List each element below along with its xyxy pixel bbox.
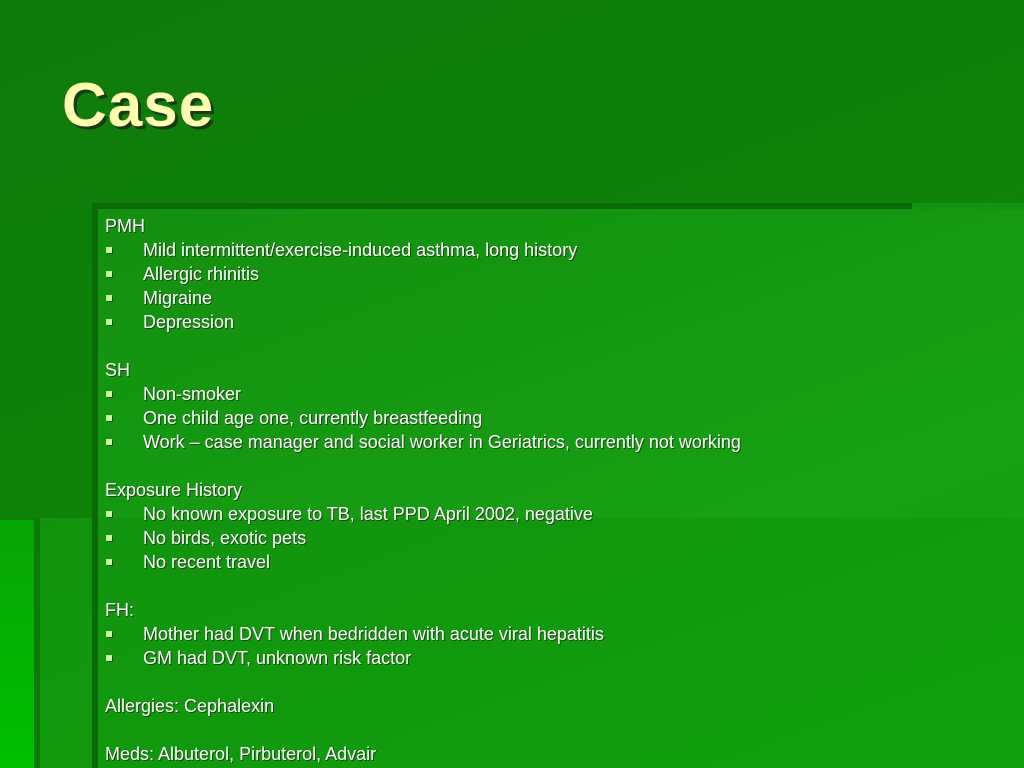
bullet-list: [105, 382, 1005, 454]
square-bullet-icon: [106, 559, 112, 565]
slide-title: Case: [62, 71, 215, 140]
list-item: [105, 382, 1005, 406]
list-item-text: Depression: [143, 312, 235, 332]
list-item: [105, 622, 1005, 646]
list-item-text: Non-smoker: [143, 384, 242, 404]
square-bullet-icon: [106, 247, 112, 253]
bullet-list: [105, 622, 1005, 670]
list-item: [105, 238, 1005, 262]
section-sh: [105, 358, 1005, 454]
section-fh: [105, 598, 1005, 670]
list-item-text: Allergic rhinitis: [143, 264, 260, 284]
list-item-text: Work – case manager and social worker in Geriatrics, currently not working: [143, 432, 741, 452]
list-item-text: No known exposure to TB, last PPD April 2002, negative: [143, 504, 593, 524]
square-bullet-icon: [106, 415, 112, 421]
list-item-text: Mother had DVT when bedridden with acute viral hepatitis: [143, 624, 604, 644]
decor-panel-left-edge: [92, 203, 98, 768]
list-item: [105, 526, 1005, 550]
section-heading: Exposure History: [105, 480, 243, 500]
list-item: [105, 310, 1005, 334]
spacer: [105, 334, 1005, 358]
spacer: [105, 454, 1005, 478]
square-bullet-icon: [106, 655, 112, 661]
bullet-list: [105, 502, 1005, 574]
square-bullet-icon: [106, 511, 112, 517]
section-heading: PMH: [105, 216, 145, 236]
list-item-text: No birds, exotic pets: [143, 528, 307, 548]
section-heading: FH:: [105, 600, 134, 620]
list-item: [105, 262, 1005, 286]
square-bullet-icon: [106, 535, 112, 541]
meds-line: Meds: Albuterol, Pirbuterol, Advair: [105, 744, 377, 764]
list-item: [105, 430, 1005, 454]
square-bullet-icon: [106, 271, 112, 277]
list-item-text: Mild intermittent/exercise-induced asthma, long history: [143, 240, 578, 260]
spacer: [105, 670, 1005, 694]
section-heading: SH: [105, 360, 131, 380]
list-item: [105, 646, 1005, 670]
section-exposure-history: [105, 478, 1005, 574]
square-bullet-icon: [106, 439, 112, 445]
list-item: [105, 286, 1005, 310]
decor-panel-top-edge: [92, 203, 912, 209]
spacer: [105, 574, 1005, 598]
section-pmh: [105, 214, 1005, 334]
decor-panel-lower-edge: [34, 518, 40, 768]
bullet-list: [105, 238, 1005, 334]
slide-body: [105, 214, 1005, 766]
decor-panel-far-left: [0, 520, 34, 768]
square-bullet-icon: [106, 631, 112, 637]
square-bullet-icon: [106, 319, 112, 325]
list-item: [105, 502, 1005, 526]
square-bullet-icon: [106, 295, 112, 301]
list-item-text: GM had DVT, unknown risk factor: [143, 648, 412, 668]
list-item: [105, 550, 1005, 574]
list-item-text: One child age one, currently breastfeeding: [143, 408, 483, 428]
allergies-line: Allergies: Cephalexin: [105, 696, 275, 716]
list-item: [105, 406, 1005, 430]
list-item-text: Migraine: [143, 288, 213, 308]
list-item-text: No recent travel: [143, 552, 271, 572]
spacer: [105, 718, 1005, 742]
square-bullet-icon: [106, 391, 112, 397]
